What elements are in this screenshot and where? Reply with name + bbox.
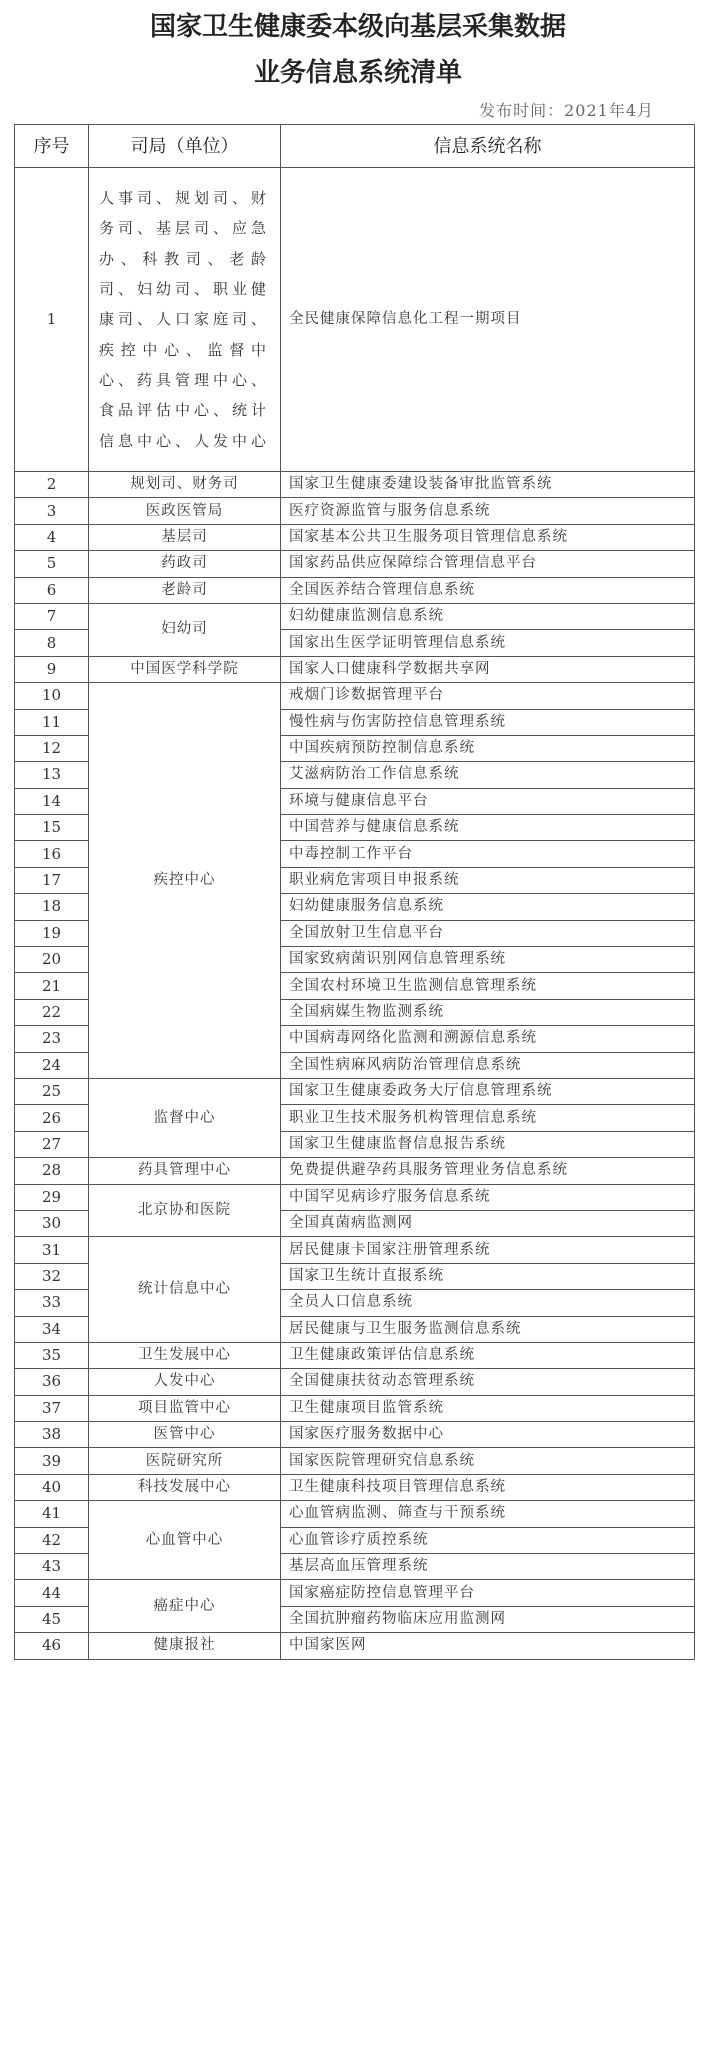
row-number-cell: 35 [15,1342,89,1368]
row-number-cell: 20 [15,947,89,973]
system-name-cell: 国家致病菌识别网信息管理系统 [281,947,695,973]
row-number-cell: 27 [15,1131,89,1157]
system-name-cell: 国家药品供应保障综合管理信息平台 [281,551,695,577]
department-cell: 健康报社 [89,1633,281,1659]
system-name-cell: 免费提供避孕药具服务管理业务信息系统 [281,1158,695,1184]
system-name-cell: 全国真菌病监测网 [281,1210,695,1236]
row-number-cell: 16 [15,841,89,867]
system-name-cell: 中毒控制工作平台 [281,841,695,867]
department-cell: 人发中心 [89,1369,281,1395]
table-row [15,1369,695,1395]
row-number-cell: 30 [15,1210,89,1236]
table-row [15,551,695,577]
system-name-cell: 慢性病与伤害防控信息管理系统 [281,709,695,735]
table-body [15,168,695,1660]
system-name-cell: 艾滋病防治工作信息系统 [281,762,695,788]
system-name-cell: 全员人口信息系统 [281,1290,695,1316]
system-name-cell: 环境与健康信息平台 [281,788,695,814]
system-name-cell: 心血管病监测、筛查与干预系统 [281,1501,695,1527]
system-name-cell: 居民健康卡国家注册管理系统 [281,1237,695,1263]
row-number-cell: 43 [15,1554,89,1580]
system-name-cell: 国家基本公共卫生服务项目管理信息系统 [281,524,695,550]
row-number-cell: 7 [15,603,89,629]
table-row [15,168,695,472]
row-number-cell: 5 [15,551,89,577]
row-number-cell: 31 [15,1237,89,1263]
system-name-cell: 职业病危害项目申报系统 [281,867,695,893]
row-number-cell: 46 [15,1633,89,1659]
system-name-cell: 国家出生医学证明管理信息系统 [281,630,695,656]
row-number-cell: 29 [15,1184,89,1210]
row-number-cell: 24 [15,1052,89,1078]
system-name-cell: 国家卫生健康委政务大厅信息管理系统 [281,1078,695,1104]
system-name-cell: 职业卫生技术服务机构管理信息系统 [281,1105,695,1131]
department-cell: 药政司 [89,551,281,577]
system-name-cell: 国家卫生健康监督信息报告系统 [281,1131,695,1157]
row-number-cell: 17 [15,867,89,893]
system-name-cell: 国家癌症防控信息管理平台 [281,1580,695,1606]
department-cell: 卫生发展中心 [89,1342,281,1368]
row-number-cell: 28 [15,1158,89,1184]
row-number-cell: 21 [15,973,89,999]
department-cell: 规划司、财务司 [89,472,281,498]
row-number-cell: 34 [15,1316,89,1342]
table-row [15,1580,695,1606]
column-header-number: 序号 [15,125,89,168]
system-name-cell: 妇幼健康监测信息系统 [281,603,695,629]
system-name-cell: 医疗资源监管与服务信息系统 [281,498,695,524]
row-number-cell: 38 [15,1422,89,1448]
system-name-cell: 中国病毒网络化监测和溯源信息系统 [281,1026,695,1052]
row-number-cell: 33 [15,1290,89,1316]
department-cell: 统计信息中心 [89,1237,281,1343]
system-name-cell: 中国罕见病诊疗服务信息系统 [281,1184,695,1210]
column-header-system: 信息系统名称 [281,125,695,168]
system-name-cell: 全国医养结合管理信息系统 [281,577,695,603]
column-header-department: 司局（单位） [89,125,281,168]
publish-date: 发布时间：2021年4月 [479,101,654,120]
department-cell: 疾控中心 [89,683,281,1079]
row-number-cell: 3 [15,498,89,524]
row-number-cell: 26 [15,1105,89,1131]
row-number-cell: 18 [15,894,89,920]
info-system-table [14,124,695,1660]
system-name-cell: 基层高血压管理系统 [281,1554,695,1580]
system-name-cell: 全国性病麻风病防治管理信息系统 [281,1052,695,1078]
table-row [15,1633,695,1659]
row-number-cell: 41 [15,1501,89,1527]
system-name-cell: 妇幼健康服务信息系统 [281,894,695,920]
table-row [15,472,695,498]
row-number-cell: 1 [15,168,89,472]
system-name-cell: 卫生健康科技项目管理信息系统 [281,1474,695,1500]
row-number-cell: 6 [15,577,89,603]
table-row [15,1237,695,1263]
row-number-cell: 19 [15,920,89,946]
document-title-line1: 国家卫生健康委本级向基层采集数据 [149,12,566,42]
system-name-cell: 中国疾病预防控制信息系统 [281,735,695,761]
row-number-cell: 25 [15,1078,89,1104]
system-name-cell: 全国抗肿瘤药物临床应用监测网 [281,1606,695,1632]
system-name-cell: 中国营养与健康信息系统 [281,815,695,841]
row-number-cell: 40 [15,1474,89,1500]
row-number-cell: 22 [15,999,89,1025]
department-cell: 人事司、规划司、财务司、基层司、应急办、科教司、老龄司、妇幼司、职业健康司、人口家庭司、疾控中心、监督中心、药具管理中心、食品评估中心、统计信息中心、人发中心 [89,168,281,472]
table-header-row [15,125,695,168]
table-row [15,603,695,629]
row-number-cell: 45 [15,1606,89,1632]
table-row [15,1342,695,1368]
system-name-cell: 戒烟门诊数据管理平台 [281,683,695,709]
department-cell: 中国医学科学院 [89,656,281,682]
document-title-line2: 业务信息系统清单 [253,58,462,88]
row-number-cell: 36 [15,1369,89,1395]
department-cell: 药具管理中心 [89,1158,281,1184]
table-row [15,524,695,550]
table-row [15,1184,695,1210]
row-number-cell: 2 [15,472,89,498]
row-number-cell: 12 [15,735,89,761]
table-row [15,1474,695,1500]
row-number-cell: 15 [15,815,89,841]
system-name-cell: 卫生健康项目监管系统 [281,1395,695,1421]
table-row [15,1448,695,1474]
department-cell: 老龄司 [89,577,281,603]
department-cell: 心血管中心 [89,1501,281,1580]
row-number-cell: 11 [15,709,89,735]
system-name-cell: 全国健康扶贫动态管理系统 [281,1369,695,1395]
row-number-cell: 13 [15,762,89,788]
row-number-cell: 37 [15,1395,89,1421]
table-row [15,656,695,682]
row-number-cell: 23 [15,1026,89,1052]
row-number-cell: 8 [15,630,89,656]
row-number-cell: 10 [15,683,89,709]
department-cell: 北京协和医院 [89,1184,281,1237]
system-name-cell: 国家医疗服务数据中心 [281,1422,695,1448]
row-number-cell: 44 [15,1580,89,1606]
system-name-cell: 国家医院管理研究信息系统 [281,1448,695,1474]
system-name-cell: 居民健康与卫生服务监测信息系统 [281,1316,695,1342]
system-name-cell: 心血管诊疗质控系统 [281,1527,695,1553]
department-cell: 医政医管局 [89,498,281,524]
department-cell: 癌症中心 [89,1580,281,1633]
department-cell: 医院研究所 [89,1448,281,1474]
table-row [15,1158,695,1184]
department-cell: 项目监管中心 [89,1395,281,1421]
system-name-cell: 全民健康保障信息化工程一期项目 [281,168,695,472]
table-row [15,577,695,603]
row-number-cell: 14 [15,788,89,814]
row-number-cell: 9 [15,656,89,682]
system-name-cell: 全国农村环境卫生监测信息管理系统 [281,973,695,999]
system-name-cell: 全国病媒生物监测系统 [281,999,695,1025]
table-row [15,683,695,709]
department-cell: 医管中心 [89,1422,281,1448]
row-number-cell: 42 [15,1527,89,1553]
department-cell: 基层司 [89,524,281,550]
system-name-cell: 中国家医网 [281,1633,695,1659]
system-name-cell: 国家卫生健康委建设装备审批监管系统 [281,472,695,498]
table-row [15,498,695,524]
table-row [15,1078,695,1104]
row-number-cell: 39 [15,1448,89,1474]
system-name-cell: 全国放射卫生信息平台 [281,920,695,946]
department-cell: 妇幼司 [89,603,281,656]
system-name-cell: 卫生健康政策评估信息系统 [281,1342,695,1368]
row-number-cell: 4 [15,524,89,550]
table-row [15,1395,695,1421]
system-name-cell: 国家人口健康科学数据共享网 [281,656,695,682]
row-number-cell: 32 [15,1263,89,1289]
department-cell: 科技发展中心 [89,1474,281,1500]
department-cell: 监督中心 [89,1078,281,1157]
table-row [15,1501,695,1527]
table-row [15,1422,695,1448]
system-name-cell: 国家卫生统计直报系统 [281,1263,695,1289]
